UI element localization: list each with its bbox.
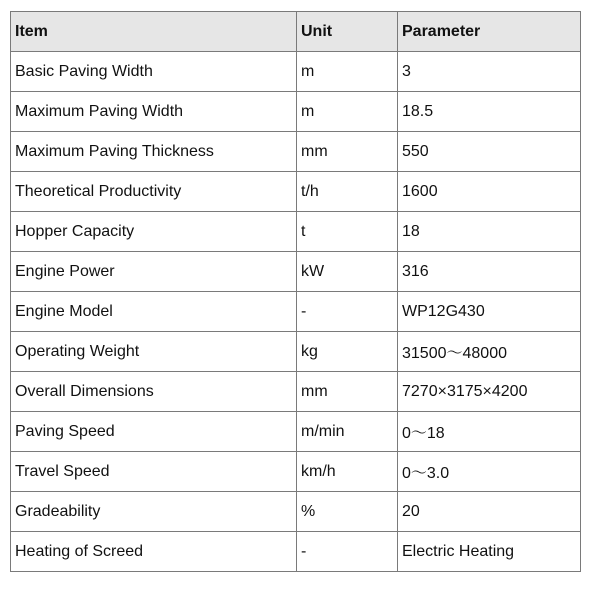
table-row bbox=[11, 332, 581, 372]
header-row bbox=[11, 12, 581, 52]
cell-item: Basic Paving Width bbox=[11, 52, 297, 92]
table-row bbox=[11, 132, 581, 172]
cell-item: Gradeability bbox=[11, 492, 297, 532]
cell-parameter: 20 bbox=[398, 492, 581, 532]
table-row bbox=[11, 372, 581, 412]
cell-parameter: WP12G430 bbox=[398, 292, 581, 332]
cell-unit: kg bbox=[297, 332, 398, 372]
cell-parameter: 0～3.0 bbox=[398, 452, 581, 492]
cell-item: Engine Power bbox=[11, 252, 297, 292]
table-row bbox=[11, 252, 581, 292]
cell-unit: - bbox=[297, 532, 398, 572]
cell-parameter: 1600 bbox=[398, 172, 581, 212]
cell-parameter: Electric Heating bbox=[398, 532, 581, 572]
cell-unit: m bbox=[297, 52, 398, 92]
cell-parameter: 18 bbox=[398, 212, 581, 252]
cell-parameter: 31500～48000 bbox=[398, 332, 581, 372]
cell-parameter: 316 bbox=[398, 252, 581, 292]
cell-unit: t/h bbox=[297, 172, 398, 212]
table-header bbox=[11, 12, 581, 52]
header-parameter: Parameter bbox=[398, 12, 581, 52]
cell-item: Overall Dimensions bbox=[11, 372, 297, 412]
cell-item: Hopper Capacity bbox=[11, 212, 297, 252]
cell-unit: km/h bbox=[297, 452, 398, 492]
spec-table bbox=[10, 11, 581, 572]
cell-parameter: 0～18 bbox=[398, 412, 581, 452]
header-unit: Unit bbox=[297, 12, 398, 52]
cell-item: Maximum Paving Thickness bbox=[11, 132, 297, 172]
cell-unit: mm bbox=[297, 132, 398, 172]
table-row bbox=[11, 292, 581, 332]
cell-parameter: 3 bbox=[398, 52, 581, 92]
cell-item: Travel Speed bbox=[11, 452, 297, 492]
cell-item: Engine Model bbox=[11, 292, 297, 332]
cell-parameter: 18.5 bbox=[398, 92, 581, 132]
cell-unit: m/min bbox=[297, 412, 398, 452]
cell-parameter: 550 bbox=[398, 132, 581, 172]
table-row bbox=[11, 532, 581, 572]
cell-unit: mm bbox=[297, 372, 398, 412]
table-row bbox=[11, 92, 581, 132]
cell-unit: t bbox=[297, 212, 398, 252]
cell-item: Maximum Paving Width bbox=[11, 92, 297, 132]
table-row bbox=[11, 212, 581, 252]
table-row bbox=[11, 492, 581, 532]
cell-item: Heating of Screed bbox=[11, 532, 297, 572]
table-body bbox=[11, 52, 581, 572]
cell-parameter: 7270×3175×4200 bbox=[398, 372, 581, 412]
cell-unit: kW bbox=[297, 252, 398, 292]
cell-unit: - bbox=[297, 292, 398, 332]
header-item: Item bbox=[11, 12, 297, 52]
table-row bbox=[11, 452, 581, 492]
table-row bbox=[11, 172, 581, 212]
cell-item: Operating Weight bbox=[11, 332, 297, 372]
cell-unit: % bbox=[297, 492, 398, 532]
cell-item: Paving Speed bbox=[11, 412, 297, 452]
table-row bbox=[11, 412, 581, 452]
cell-unit: m bbox=[297, 92, 398, 132]
cell-item: Theoretical Productivity bbox=[11, 172, 297, 212]
table-row bbox=[11, 52, 581, 92]
